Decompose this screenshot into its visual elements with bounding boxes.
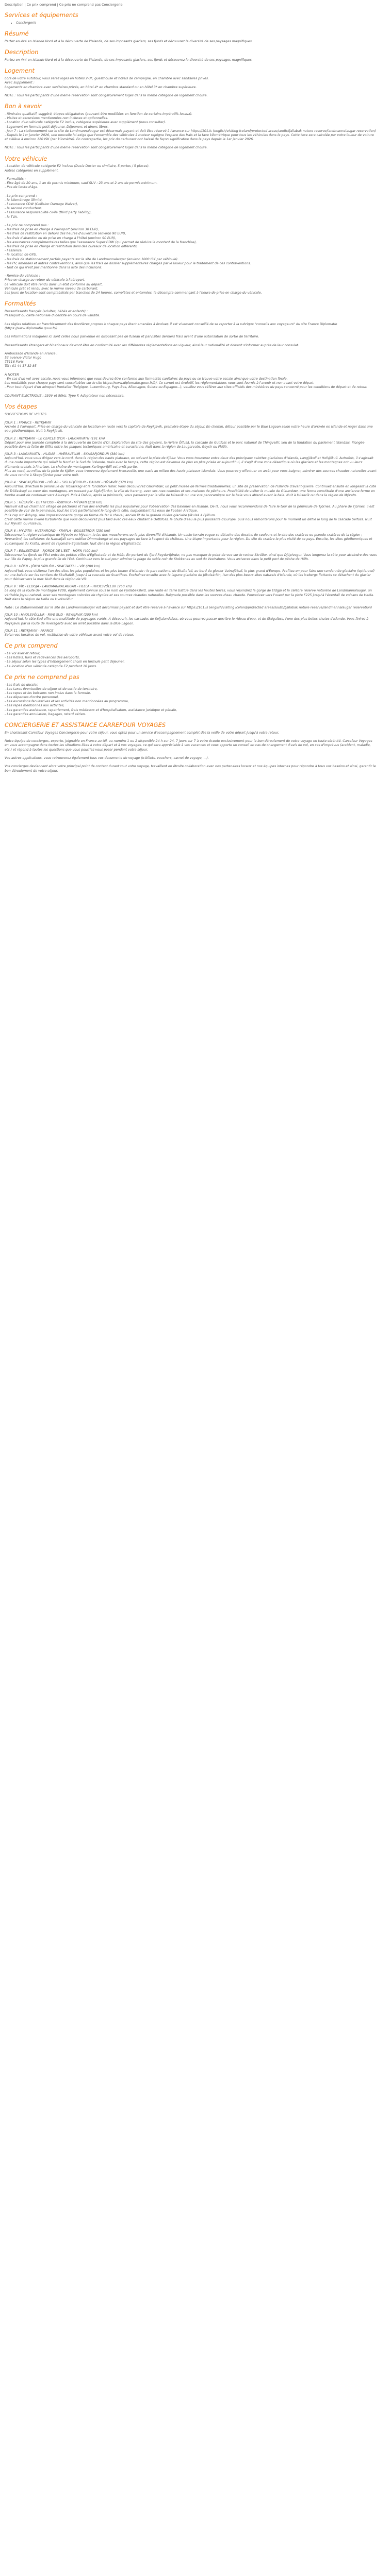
formalites-block — [5, 310, 377, 398]
vehicule-block — [5, 164, 377, 295]
text-line: - tout ce qui n'est pas mentionné dans la liste des inclusions. — [5, 265, 103, 269]
conciergerie-title: CONCIERGERIE ET ASSISTANCE CARREFOUR VOYAGES — [5, 721, 166, 729]
text-line: - Itinéraire qualitatif, suggéré, étapes obligatoires (pouvant être modifiées en fonction de certains impératifs locaux). — [5, 112, 193, 116]
text-line — [5, 735, 377, 739]
description-text: Partez en 4x4 en Islande Nord et à la découverte de l'Islande, de ses imposants glaciers, ses fjords et découvrez la diversité de ses paysages magnifiques. — [5, 58, 253, 62]
text-line: Logements en chambre avec sanitaires privés, en hôtel 4* en chambre standard ou en hôtel 3* en chambre supérieure. — [5, 85, 197, 89]
base-block — [5, 112, 377, 150]
text-line: En choisissant Carrefour Voyages Conciergerie pour votre séjour, vous optez pour un service d'accompagnement complet dès la veille de votre départ jusqu'à votre retour. — [5, 731, 279, 735]
text-line: Vos autres applications, vous retrouverez également tous vos documents de voyage (e-billets, vouchers, carnet de voyage, ...). — [5, 756, 209, 760]
text-line: Le véhicule doit être rendu dans un état conforme au départ. — [5, 282, 103, 286]
text-line — [5, 339, 377, 343]
text-line: Véhicule prêt et rendu avec le même niveau de carburant. — [5, 286, 99, 291]
etapes-title: Vos étapes — [5, 402, 37, 410]
text-line: Les informations indiquées ici sont celles nous parvenue en disposant pas de fuseau et parvisites derniers frais avant d'une autorisation de sortie de territoire. — [5, 335, 259, 339]
text-line: 75116 Paris — [5, 360, 24, 364]
day-text: Départ pour une journée complète à la découverte du Cercle d'Or. Exploration du site des geysers, la rivière Ölfusá, la cascade de Gullfoss et le parc national de Thingvellir, lieu de la fondation du parlement islandais. Plongée possible dans la faille de Silfra entre les plaques tectoniques américaine et eurasienne. Nuit dans la région de Laugarvatn, Geysir ou Flúðir. — [5, 440, 365, 449]
text-line — [5, 390, 377, 394]
text-line — [5, 190, 377, 194]
comprend-block — [5, 652, 377, 669]
text-line: 52 avenue Victor Hugo — [5, 356, 42, 360]
services-title: Services et équipements — [5, 11, 78, 19]
resume-text: Partez en 4x4 en Islande Nord et à la découverte de l'Islande, de ses imposants glaciers, ses fjords et découvrez la diversité de ses paysages magnifiques. — [5, 40, 253, 44]
text-line: - l'assurance CDW (Collision Damage Waiver), — [5, 202, 78, 207]
day-text: Le long de la route de montagne F208, également connue sous le nom de Fjallabaksleið, une route en terre battue dans les hautes terres, vous rejoindrez la gorge de Eldgjá et la célèbre réserve naturelle de Landmannalaugar, un véritable joyau naturel, avec ses montagnes colorées de rhyolite et ses sources chaudes naturelles. Baignade possible dans les sources d'eau chaude. Poursuivez vers l'ouest par la piste F225 jusqu'à l'éventail de volcans de Hekla. Nuit dans la région de Hella ou Hvolsvöllur. Note : Le stationnement sur le site de Landmannalaugar est désormais payant et doit être réservé à l'avance sur https://101.is (english/visiting iceland/protected areas/south/fjallabak nature reserve/landmannalaugar reservation) — [5, 589, 374, 610]
text-line: - le kilométrage illimité, — [5, 198, 43, 202]
text-line: - l'essence, — [5, 249, 23, 253]
text-line: Les jours de location sont comptabilisés par tranches de 24 heures, complètes et entamées, le décompte commençant à l'heure de prise en charge du véhicule. — [5, 291, 262, 295]
text-line: - Les frais de dossier, — [5, 683, 39, 687]
conciergerie-block — [5, 731, 377, 773]
day-text: Arrivée à l'aéroport. Prise en charge du véhicule de location en route vers la capitale de Reykjavik, première étape du séjour. En chemin, détour possible par le Blue Lagoon selon votre heure d'arrivée en Islande et nager dans une eau géothermique. Nuit à Reykjavik. — [5, 425, 373, 433]
text-line: - Les taxes éventuelles de séjour et de sortie de territoire, — [5, 687, 98, 691]
vehicule-title: Votre véhicule — [5, 155, 47, 162]
day-title: JOUR 2 : REYKJAVIK - LE CERCLE D'OR - LAUGARVATN (191 km) — [5, 436, 105, 440]
day-title: JOUR 11 : REYKJAVIK - FRANCE — [5, 629, 54, 633]
day-title: JOUR 7 : EGILSSTADIR - FJORDS DE L'EST - HÖFN (400 km) — [5, 549, 98, 553]
text-line — [5, 219, 377, 224]
day-text: Selon vos horaires de vol, restitution de votre véhicule avant votre vol de retour. — [5, 633, 134, 637]
resume-title: Résumé — [5, 30, 29, 38]
text-line: - la TVA. — [5, 215, 18, 219]
day-title: JOUR 3 : LAUGARVATN - HLIDÁR - HVERAVELLIR - SKAGAFJÖRDUR (380 km) — [5, 452, 125, 456]
text-line: - Les repas mentionnés aux activités, — [5, 704, 64, 708]
page — [0, 0, 382, 787]
day-text: Aujourd'hui, la côte Sud offre une multitude de paysages variés. À découvrir, les cascades de Seljalandsfoss, où vous pourrez passer derrière le rideau d'eau, et de Skógafoss, l'une des plus belles chutes d'Islande. Vous finirez à Reykjavik par la route de Hveragerði avec un arrêt possible dans la Blue Lagoon. — [5, 617, 369, 625]
day-text: Aujourd'hui, vous visiterez l'un des sites les plus populaires et les plus beaux d'Islande : le parc national de Skaftafell, au bord du glacier Vatnajökull, le plus grand d'Europe. Profitez-en pour faire une randonnée glaciaire (optionnel) ou une balade sur les sentiers de Skaftafell, jusqu'à la cascade de Svartifoss. Enchaînez ensuite avec la lagune glaciaire de Jökulsárlón, l'un des plus beaux sites naturels d'Islande, où les icebergs flottants se détachent du glacier pour dériver vers la mer. Nuit dans la région de Vík. — [5, 569, 375, 581]
formalites-title: Formalités — [5, 300, 36, 308]
text-line: - Formalités : — [5, 177, 26, 181]
text-line: - Les garanties annulation, bagages, retard aérien. — [5, 712, 86, 716]
text-line: - les frais de prise en charge à l'aéroport (environ 30 EUR), — [5, 228, 99, 232]
day-text: Húsavík est un charmant village de pêcheurs et l'un des endroits les plus populaires pour l'observation des baleines en Islande. De là, nous vous recommandons de faire le tour de la péninsule de Tjörnes. Au phare de Tjörnes, il est possible de voir de la péninsule, tout les trois partiellement le long de la côte, surplombant les eaux de l'océan Arctique. Puis cap sur Ásbyrgi, une impressionnante gorge en forme de fer à cheval, ancien lit de la grande rivière glaciaire Jökulsá á Fjöllum. C'est cette même rivière turbulente que vous découvrirez plus tard avec ces eaux chutant à Dettifoss, la chute d'eau la plus puissante d'Europe, puis nous remonterons pour le moment un défilé le long de la cascade Selfoss. Nuit sur Mývatn ou Húsavík. — [5, 505, 374, 526]
text-line: COURANT ÉLECTRIQUE : 230V et 50Hz. Type F. Adaptateur non nécessaire. — [5, 394, 125, 398]
logement-block — [5, 77, 377, 98]
text-line: - Pas de limite d'âge. — [5, 185, 39, 190]
text-line: Ambassade d'Islande en France : — [5, 351, 58, 355]
text-line — [5, 90, 377, 94]
text-line: - Logement en formule petit déjeuner. Déjeuners et diners libres. — [5, 125, 109, 129]
text-line: - Visites et excursions mentionnées non incluses et optionnelles. — [5, 116, 108, 121]
logement-title: Logement — [5, 67, 35, 75]
text-line: - Le prix ne comprend pas : — [5, 224, 49, 228]
text-line: NOTE : Tous les participants d'une même réservation sont obligatoirement logés dans la même catégorie de logement choisie. — [5, 93, 208, 97]
text-line: - Depuis le 1er janvier 2026, une nouvelle loi exige que l'ensemble des véhicules à moteur rejoigne l'espace des frais et la taxe kilométrique pour tous les véhicules dans le pays. Cette taxe sera calculée par votre loueur de voiture et s'élève à environ 120 ISK (par kilomètre). En contrepartie, les prix du carburant ont baissé de façon significative dans le pays depuis le 1er janvier 2026. — [5, 133, 374, 142]
text-line: Ressortissants étrangers et binationaux devront être en conformité avec les différentes réglementations en vigueur, ainsi leur nationalité et doivent s'informer auprès de leur consulat. — [5, 343, 299, 347]
day-title: JOUR 6 : MÝVATN - HVERAROND - KRAFLA - EGILSSTADIR (250 km) — [5, 529, 110, 533]
text-line: - la location de GPS, — [5, 253, 37, 257]
text-line: - Location de véhicule catégorie E2 incluse (Dacia Duster ou similaire, 5 portes / 5 places). — [5, 164, 150, 168]
text-line: - Être âgé de 20 ans, 1 an de permis minimum, sauf SUV : 23 ans et 2 ans de permis minimum. — [5, 181, 158, 185]
text-line — [5, 318, 377, 322]
day-title: JOUR 4 : SKAGAFJÖRDUR - HÓLAR - SIGLUFJÖRDUR - DALVIK - HÚSAVÍK (370 km) — [5, 481, 134, 485]
text-line: Avec supplément : — [5, 81, 35, 85]
text-line: - le second conducteur, — [5, 207, 42, 211]
text-line: - les frais d'abandon ou de prise en charge à l'hôtel (environ 90 EUR), — [5, 236, 117, 240]
day-title: JOUR 9 : VÍK - ELDGJA - LANDMANNALAUGAR - HELLA - HVOLSVÖLLUR (250 km) — [5, 585, 132, 589]
base-title: Bon à savoir — [5, 103, 42, 110]
breadcrumb: Description | Ce prix comprend | Ce prix ne comprend pas Conciergerie — [5, 3, 123, 7]
text-line — [5, 270, 377, 274]
text-line: Les modalités pour chaque pays sont consultables sur le site https://www.diplomatie.gouv.fr/fr/. Ce carnet est évolutif, les réglementations nous sont fournis à l'avenir et non avant votre départ. — [5, 381, 315, 385]
text-line: Lors de votre autotour, vous serez logés en hôtels 2-3*, guesthouse et hôtels de campagne, en chambre avec sanitaires privés. — [5, 77, 209, 81]
text-line: - Le séjour selon les types d'hébergement choisi en formule petit déjeuner, — [5, 660, 125, 664]
text-line: - Les garanties assistance, rapatriement, frais médicaux et d'hospitalisation, assistance juridique et pénale, — [5, 708, 177, 712]
text-line: - Le vol aller et retour, — [5, 652, 40, 655]
text-line: Tél : 01 44 17 32 85 — [5, 364, 37, 368]
comprend-title: Ce prix comprend — [5, 642, 58, 650]
text-line: - En cas d'un vol avec escale, nous vous informons que vous devrez être conforme aux formalités sanitaires du pays ou se trouve votre escale ainsi que votre destination finale. — [5, 377, 288, 381]
day-text: Aujourd'hui, vous vous dirigez vers le nord, dans la région des hauts plateaux, en suivant la piste de Kjölur. Vous vous trouverez entre deux des principaux calottes glaciaires d'Islande, Langjökull et Hofsjökull. Autrefois, il s'agissait d'une route importante qui reliait la Nord et le Sud de l'Islande, mais avec le temps, cette région est devenue de plus en plus prisée et aujourd'hui, il s'agit d'une zone désertique où les glaciers et les montagnes ont vu leurs éléments croisés à l'horizon. Le chaîne de montagnes Kerlingarfjöll est arrêt partie. Plus au nord, au milieu de la piste de Kjölur, vous trouverez également Hveravellir, une oasis au milieu des hauts plateaux islandais. Vous pourrez y effectuer un arrêt pour vous baigner, admirer des sources chaudes naturelles avant de vous rendre à Skagafjördur pour votre nuit. — [5, 456, 377, 478]
text-line: Vos concierges deviennent alors votre principal point de contact durant tout votre voyage, travaillent en étroite collaboration avec nos partenaires locaux et nos équipes internes pour répondre à tous vos besoins et ainsi, garantir le bon déroulement de votre séjour. — [5, 765, 376, 773]
text-line: Autres catégories en supplément. — [5, 168, 59, 173]
text-line: - les frais de restitution en dehors des heures d'ouverture (environ 90 EUR), — [5, 232, 126, 236]
text-line: - La location d'un véhicule catégorie E2 pendant 10 jours. — [5, 664, 97, 668]
text-line: Passeport ou carte nationale d'identité en cours de validité. — [5, 314, 101, 318]
services-list — [5, 21, 377, 25]
text-line: Prise en charge au retour du véhicule à l'aéroport. — [5, 278, 86, 282]
day-text: Découvrez les fjords de l'Est entre les petites villes d'Egilsstadir et de Höfn. En partant du fjord Reydarfjördur, ne pas manquer le point de vue sur le rocher Skrúður, ainsi que Djúpivogur. Vous longerez la côte pour atteindre des vues sur l'île de Papey, la plus grande île de l'Est. Continuez vers le sud pour admirer la plage de sable noir de Stokksnes au sud du Vestrahorn. Vous arriverez dans le petit port de pêche de Höfn. — [5, 553, 377, 562]
day-title: JOUR 1 : FRANCE - REYKJAVIK — [5, 420, 52, 425]
text-line: - Le prix comprend : — [5, 194, 37, 198]
text-line: Notre équipe de concierges, experte, joignable en France au tél. au numéro 1 ou 2 disponible 24 h sur 24, 7 jours sur 7 à votre écoute exclusivement pour le bon déroulement de votre voyage en toute sérénité. Carrefour Voyages en vous accompagne dans toutes les situations liées à votre départ et à vos voyages, ce qui sera appréciable à vos vacances et vous apporte un conseil en cas de changement d'avis de vol, en cas d'imprévus (accident, maladie, etc.) et répond à toutes les questions que vous pourriez vous poser pendant votre séjour. — [5, 739, 372, 752]
text-line — [5, 173, 377, 177]
text-line — [5, 752, 377, 756]
day-title: JOUR 10 : HVOLSVÖLLUR - RIVE SUD - REYKJAVIK (200 km) — [5, 613, 99, 617]
text-line: À NOTER — [5, 372, 19, 377]
text-line: - les frais de stationnement parfois payants sur le site de Landmannalaugar (environ 1000 ISK par véhicule). — [5, 257, 179, 261]
text-line — [5, 369, 377, 373]
text-line: - Les hôtels, hors et redevances des aéroports, — [5, 656, 80, 660]
text-line: - Pour tout départ d'un aéroport frontalier (Belgique, Luxembourg, Pays-Bas, Allemagne, Suisse ou Espagne...), veuillez vous référer aux sites officiels des ministères du pays concerné pour les conditions de départ et de retour. — [5, 385, 367, 389]
text-line: - Les dépenses d'ordre personnel, — [5, 696, 59, 700]
day-text: Découvrez la région volcanique de Mývatn ou Mývatn, le lac des moucherons ou le plus diversifié d'Islande. Un vaste terrain vague se détache des dessins de couleurs et le site des cratères ou pseudo-cratères de la région ; Hverarönd, les solfatares de Namafjall sans oublier Dimmuborgir et ses paysages de lave à l'aspect de château. Une étape importante pour la région. Du site du cratère le plus visité de ce pays. Ensuite, les sites géothermiques et volcaniques du Krafla, avant de rejoindre Egilsstadir. Nuit dans la région d'Egilsstadir. — [5, 533, 372, 546]
etapes-subtitle: SUGGESTIONS DE VISITES — [5, 412, 46, 416]
text-line: - les assurances complémentaires telles que l'assurance Super CDW (qui permet de réduire le montant de la franchise), — [5, 240, 197, 244]
text-line: - Les excursions facultatives et les activités non mentionnées au programme, — [5, 700, 129, 704]
services-item: • Conciergerie — [16, 21, 377, 25]
text-line — [5, 348, 377, 352]
text-line: - les PV, amendes et autres contraventions, ainsi que les frais de dossier supplémentaires chargés par le loueur pour le traitement de ces contraventions, — [5, 261, 251, 265]
day-title: JOUR 5 : HÚSAVÍK - DETTIFOSS - ÁSBYRGI - MÝVATN (210 km) — [5, 500, 103, 504]
ne-comprend-block — [5, 683, 377, 717]
text-line: - Les repas et les boissons non inclus dans la formule, — [5, 691, 91, 695]
text-line: - Location d'un véhicule catégorie E2 inclus, catégorie supérieure avec supplément (nous consulter). — [5, 121, 166, 125]
text-line: - Jour 7 : La stationnement sur le site de Landmannalaugar est désormais payant et doit être réservé à l'avance sur https://101.is (english/visiting iceland/protected areas/south/fjallabak nature reserve/landmannalaugar reservation) — [5, 129, 376, 133]
text-line: - l'assurance responsabilité civile (third party liability), — [5, 211, 92, 215]
day-title: JOUR 8 : HÖFN - JÖKULSÁRLÓN - SKAFTAFELL - VÍK (280 km) — [5, 565, 101, 569]
text-line: Ressortissants français (adultes, bébés et enfants) : — [5, 310, 88, 314]
day-text: Aujourd'hui, direction la péninsule du Tröllaskagi et la fondation Hólar. Vous découvrirez Glaumbær, un petit musée de fermes traditionnelles, un site de préservation de l'Islande d'avant-guerre. Continuez ensuite en longeant la côte de Tröllaskagi au cœur des montagnes, en passant par Siglufjördur, la ville du hareng, avec ses rues colorées et ses maisons de pêcheurs. Possibilité de visiter le musée de Glaumbær, une ferme constituée d'une ancienne ferme en tourbe avant de continuer vers Akureyri. Puis à Dalvik, après la péninsule, vous passerez par la ville de Húsavík ou une vue panoramique sur la baie vous attend avant la baie. Nuit à Húsavík ou dans la région de Mývatn. — [5, 485, 377, 497]
description-title: Description — [5, 48, 39, 56]
ne-comprend-title: Ce prix ne comprend pas — [5, 673, 79, 681]
text-line: Les règles relatives au franchissement des frontières propres à chaque pays étant amenées à évoluer, il est vivement conseillé de se reporter à la rubrique "conseils aux voyageurs" du site France Diplomatie (https://www.diplomatie.gouv.fr/) — [5, 322, 337, 330]
text-line: - les frais de prise en charge et restitution dans des bureaux de location différents, — [5, 244, 138, 248]
etapes-days — [5, 421, 377, 637]
text-line — [5, 331, 377, 335]
text-line: NOTE : Tous les participants d'une même réservation sont obligatoirement logés dans la même catégorie de logement choisie. — [5, 146, 208, 150]
text-line: - Remise du véhicule : — [5, 274, 40, 278]
